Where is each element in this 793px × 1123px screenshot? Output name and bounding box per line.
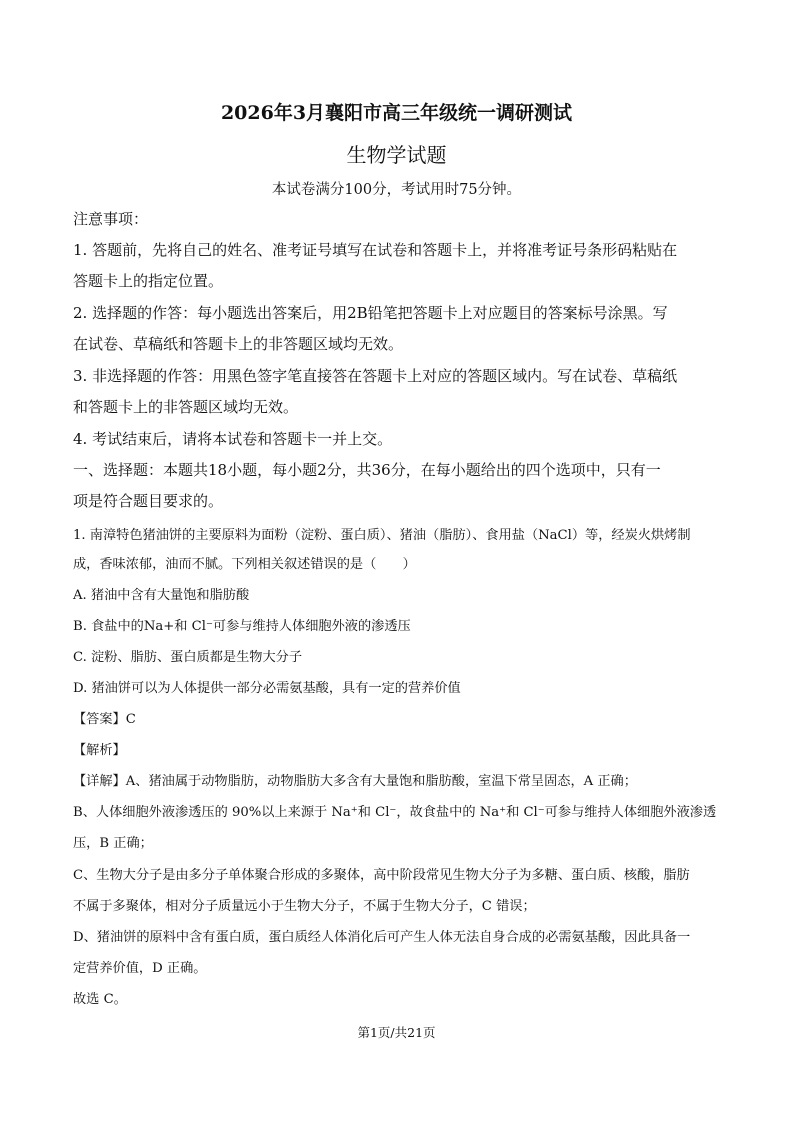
conclusion: 故选 C。 — [73, 992, 127, 1007]
section-heading-line-1: 一、选择题：本题共18小题，每小题2分，共36分，在每小题给出的四个选项中，只有一 — [73, 461, 661, 479]
question-1-stem-line-1: 1. 南漳特色猪油饼的主要原料为面粉（淀粉、蛋白质）、猪油（脂肪）、食用盐（NaCl）等，经炭火烘烤制 — [73, 528, 691, 543]
detail-line-3: 压，B 正确； — [73, 836, 153, 851]
page-footer: 第1页/共21页 — [357, 1025, 436, 1040]
option-b: B. 食盐中的Na+和 Cl⁻可参与维持人体细胞外液的渗透压 — [73, 619, 411, 634]
notice-heading: 注意事项： — [73, 210, 149, 228]
detail-line-2: B、人体细胞外液渗透压的 90%以上来源于 Na⁺和 Cl⁻，故食盐中的 Na⁺和 Cl⁻可参与维持人体细胞外液渗透 — [73, 805, 717, 820]
notice-item-3-line-1: 3. 非选择题的作答：用黑色签字笔直接答在答题卡上对应的答题区域内。写在试卷、草稿纸 — [73, 367, 678, 385]
notice-item-1-line-1: 1. 答题前，先将自己的姓名、准考证号填写在试卷和答题卡上，并将准考证号条形码粘贴在 — [73, 241, 678, 259]
notice-item-2-line-1: 2. 选择题的作答：每小题选出答案后，用2B铅笔把答题卡上对应题目的答案标号涂黑。写 — [73, 304, 668, 322]
exam-subtitle: 生物学试题 — [346, 143, 447, 167]
option-a: A. 猪油中含有大量饱和脂肪酸 — [73, 588, 250, 603]
notice-item-1-line-2: 答题卡上的指定位置。 — [73, 272, 224, 290]
answer-label: 【答案】C — [73, 712, 136, 727]
detail-line-4: C、生物大分子是由多分子单体聚合形成的多聚体，高中阶段常见生物大分子为多糖、蛋白质、核酸，脂肪 — [73, 868, 690, 883]
option-d: D. 猪油饼可以为人体提供一部分必需氨基酸，具有一定的营养价值 — [73, 681, 461, 696]
notice-item-3-line-2: 和答题卡上的非答题区域均无效。 — [73, 398, 299, 416]
exam-title: 2026年3月襄阳市高三年级统一调研测试 — [220, 102, 573, 124]
detail-line-6: D、猪油饼的原料中含有蛋白质，蛋白质经人体消化后可产生人体无法自身合成的必需氨基酸，因此具备一 — [73, 930, 691, 945]
detail-line-1: 【详解】A、猪油属于动物脂肪，动物脂肪大多含有大量饱和脂肪酸，室温下常呈固态，A 正确； — [73, 774, 637, 789]
question-1-stem-line-2: 成，香味浓郁，油而不腻。下列相关叙述错误的是（ ） — [73, 557, 416, 572]
analysis-heading: 【解析】 — [73, 743, 126, 758]
option-c: C. 淀粉、脂肪、蛋白质都是生物大分子 — [73, 650, 303, 665]
section-heading-line-2: 项是符合题目要求的。 — [73, 492, 224, 510]
notice-item-2-line-2: 在试卷、草稿纸和答题卡上的非答题区域均无效。 — [73, 335, 404, 353]
detail-line-5: 不属于多聚体，相对分子质量远小于生物大分子，不属于生物大分子，C 错误； — [73, 899, 536, 914]
notice-item-4: 4. 考试结束后，请将本试卷和答题卡一并上交。 — [73, 430, 393, 448]
detail-line-7: 定营养价值，D 正确。 — [73, 961, 207, 976]
exam-intro: 本试卷满分100分，考试用时75分钟。 — [271, 182, 522, 198]
